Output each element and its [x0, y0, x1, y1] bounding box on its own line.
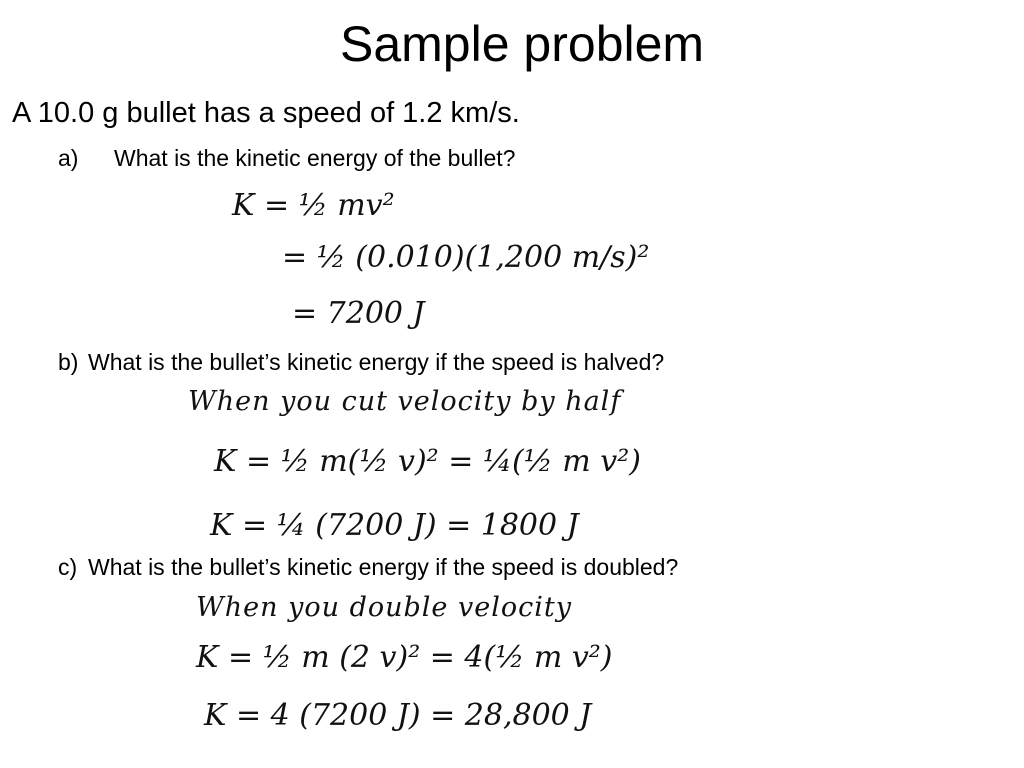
slide-title: Sample problem — [340, 16, 705, 72]
handwritten-b-line-2: K = ½ m(½ v)² = ¼(½ m v²) — [214, 444, 641, 479]
handwritten-c-line-2: K = ½ m (2 v)² = 4(½ m v²) — [196, 640, 613, 675]
handwritten-b-line-1: When you cut velocity by half — [188, 386, 622, 417]
question-c-text: What is the bullet’s kinetic energy if the speed is doubled? — [88, 554, 679, 580]
question-c-label: c) — [58, 554, 78, 580]
problem-statement: A 10.0 g bullet has a speed of 1.2 km/s. — [12, 97, 520, 129]
handwritten-a-line-3: = 7200 J — [292, 296, 425, 331]
question-b — [58, 348, 664, 376]
handwritten-c-line-1: When you double velocity — [196, 592, 572, 623]
question-a-label: a) — [58, 145, 79, 171]
handwritten-a-line-1: K = ½ mv² — [232, 188, 395, 223]
question-c — [58, 553, 678, 581]
question-b-label: b) — [58, 349, 79, 375]
handwritten-a-line-2: = ½ (0.010)(1,200 m/s)² — [282, 240, 650, 275]
question-b-text: What is the bullet’s kinetic energy if the speed is halved? — [88, 349, 665, 375]
question-a-text: What is the kinetic energy of the bullet? — [114, 145, 516, 171]
handwritten-c-line-3: K = 4 (7200 J) = 28,800 J — [204, 698, 592, 733]
handwritten-b-line-3: K = ¼ (7200 J) = 1800 J — [210, 508, 579, 543]
question-a — [58, 144, 515, 172]
